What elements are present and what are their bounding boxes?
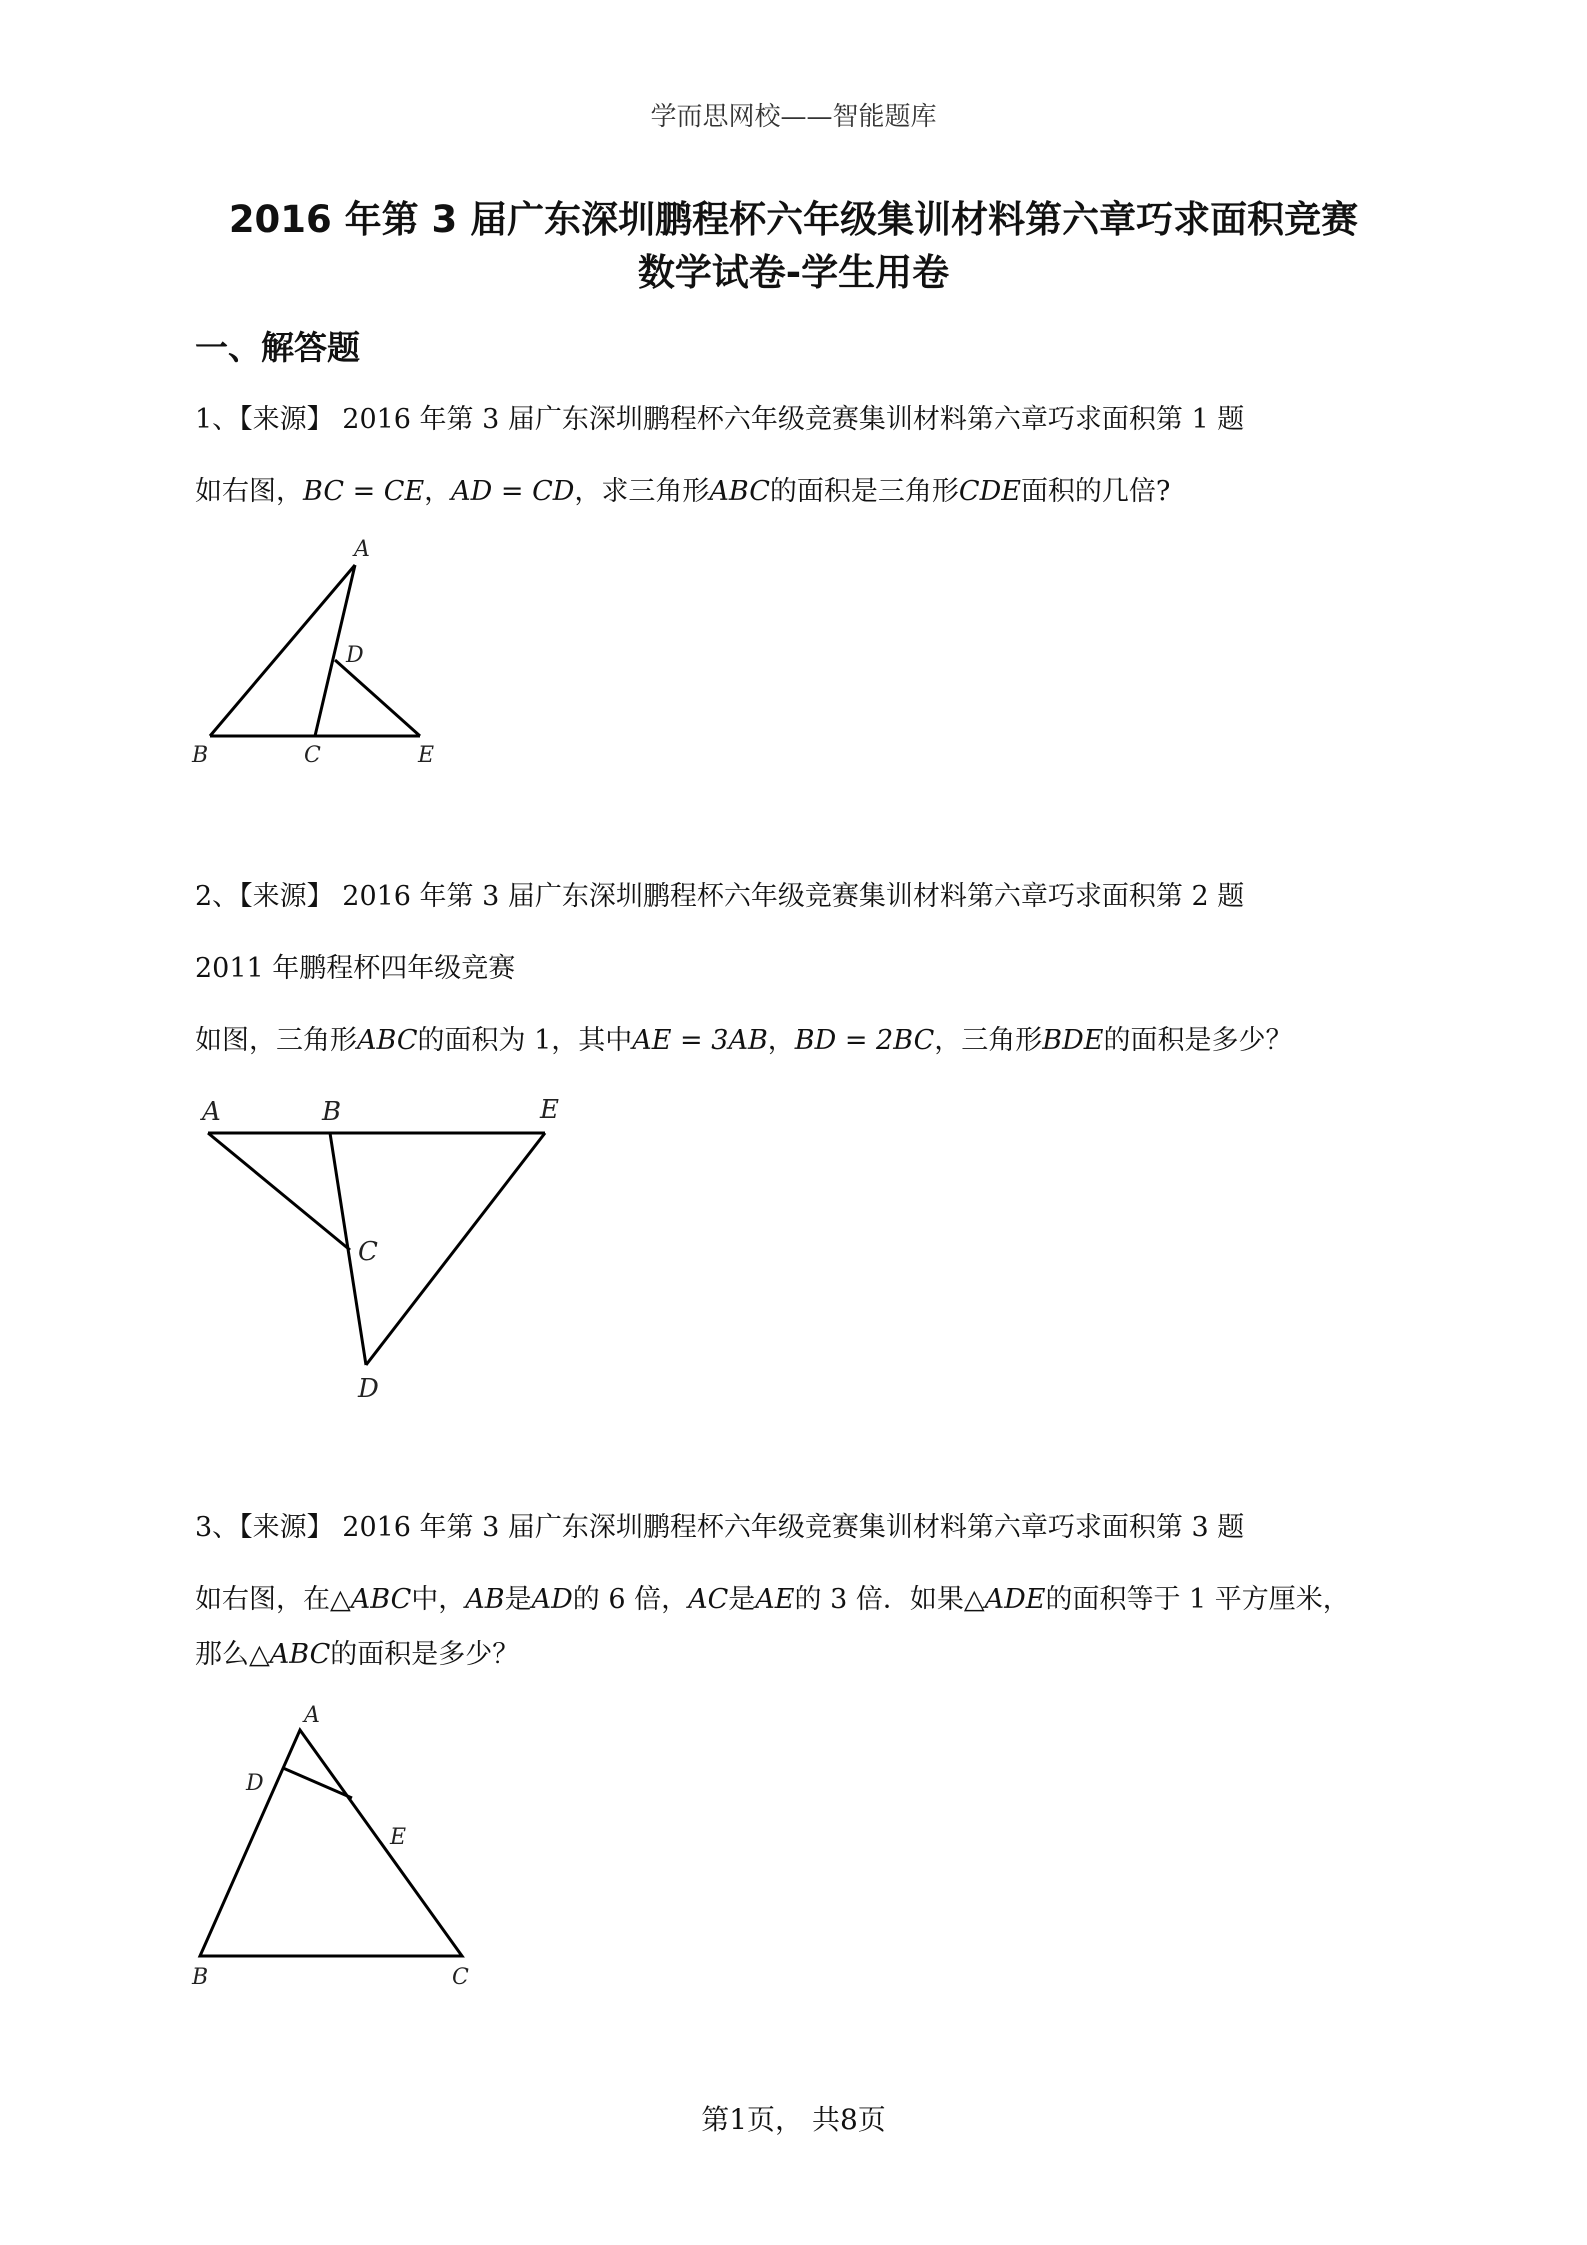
q1-segment-de: [335, 660, 420, 736]
q1-label-a: A: [354, 537, 370, 562]
q3-text-line1: [195, 1577, 1350, 1616]
q1-text-part: 的面积是三角形: [769, 476, 959, 507]
q3-text-part: 的 6 倍，: [572, 1584, 689, 1615]
q3-math: ABC: [350, 1584, 412, 1615]
q1-label-d: D: [346, 643, 364, 668]
q2-source: 2、【来源】 2016 年第 3 届广东深圳鹏程杯六年级竞赛集训材料第六章巧求面积第 2 题: [195, 881, 1245, 912]
q1-math: ABC: [709, 476, 770, 507]
q3-text-part: 那么△: [195, 1639, 270, 1670]
q1-figure: [180, 530, 460, 780]
q1-text-part: 如右图，: [195, 476, 303, 507]
q2-label-c: C: [358, 1237, 378, 1267]
q3-label-a: A: [304, 1703, 320, 1728]
q3-segment-de: [283, 1768, 352, 1798]
q2-text-part: ，: [767, 1025, 795, 1056]
q3-text-part: 中，: [411, 1584, 466, 1615]
q3-text-part: 是: [504, 1584, 532, 1615]
q2-segment-ac: [208, 1133, 350, 1250]
q2-text: [195, 1018, 1292, 1057]
q3-text-part: 如右图，在△: [195, 1584, 351, 1615]
q2-segment-ed: [366, 1133, 545, 1365]
q2-label-b: B: [322, 1097, 342, 1127]
q1-label-b: B: [192, 743, 209, 768]
q2-math: ABC: [357, 1025, 418, 1056]
q2-subsource: 2011 年鹏程杯四年级竞赛: [195, 953, 516, 984]
q3-math: ABC: [269, 1639, 331, 1670]
q3-math: ADE: [984, 1584, 1046, 1615]
q1-text: [195, 469, 1170, 508]
q3-text-line2: [195, 1632, 519, 1671]
q3-math: AD: [531, 1584, 573, 1615]
q2-label-e: E: [540, 1095, 559, 1125]
q3-math: AB: [465, 1584, 505, 1615]
q2-text-part: 的面积为 1，其中: [417, 1025, 633, 1056]
q1-text-part: ，: [424, 476, 452, 507]
q2-math: BD = 2BC: [794, 1025, 935, 1056]
q3-label-c: C: [452, 1965, 469, 1990]
q2-text-part: 的面积是多少？: [1103, 1025, 1293, 1056]
q3-text-part: 的 3 倍．如果△: [794, 1584, 985, 1615]
q2-math: AE = 3AB: [632, 1025, 768, 1056]
q2-math: BDE: [1042, 1025, 1104, 1056]
q3-math: AE: [755, 1584, 795, 1615]
q3-triangle-abc: [200, 1730, 462, 1956]
q3-label-d: D: [246, 1771, 264, 1796]
document-title-line2: 数学试卷-学生用卷: [637, 251, 950, 294]
q1-segment-ba: [210, 565, 355, 736]
q3-figure: [180, 1690, 500, 1990]
q3-text-part: 的面积等于 1 平方厘米，: [1045, 1584, 1350, 1615]
q3-source: 3、【来源】 2016 年第 3 届广东深圳鹏程杯六年级竞赛集训材料第六章巧求面积第 3 题: [195, 1512, 1245, 1543]
q3-text-part: 的面积是多少？: [330, 1639, 520, 1670]
q3-label-b: B: [192, 1965, 209, 1990]
q2-label-d: D: [358, 1374, 379, 1404]
q1-text-part: ，求三角形: [574, 476, 710, 507]
q1-label-c: C: [304, 743, 321, 768]
q1-source: 1、【来源】 2016 年第 3 届广东深圳鹏程杯六年级竞赛集训材料第六章巧求面积第 1 题: [195, 404, 1245, 435]
q1-math: AD = CD: [451, 476, 575, 507]
page-header: 学而思网校——智能题库: [650, 102, 937, 132]
q3-text-part: 是: [728, 1584, 756, 1615]
q2-label-a: A: [202, 1097, 221, 1127]
q1-math: CDE: [958, 476, 1021, 507]
q3-math: AC: [688, 1584, 729, 1615]
q2-figure: [190, 1090, 590, 1410]
q1-text-part: 面积的几倍?: [1020, 476, 1171, 507]
section-title: 一、解答题: [195, 328, 360, 367]
q2-text-part: 如图，三角形: [195, 1025, 357, 1056]
q3-label-e: E: [390, 1825, 407, 1850]
q1-label-e: E: [418, 743, 435, 768]
page-footer: 第1页， 共8页: [701, 2103, 886, 2136]
q1-math: BC = CE: [303, 476, 425, 507]
document-title-line1: 2016 年第 3 届广东深圳鹏程杯六年级集训材料第六章巧求面积竞赛: [228, 198, 1359, 241]
q2-text-part: ，三角形: [934, 1025, 1043, 1056]
